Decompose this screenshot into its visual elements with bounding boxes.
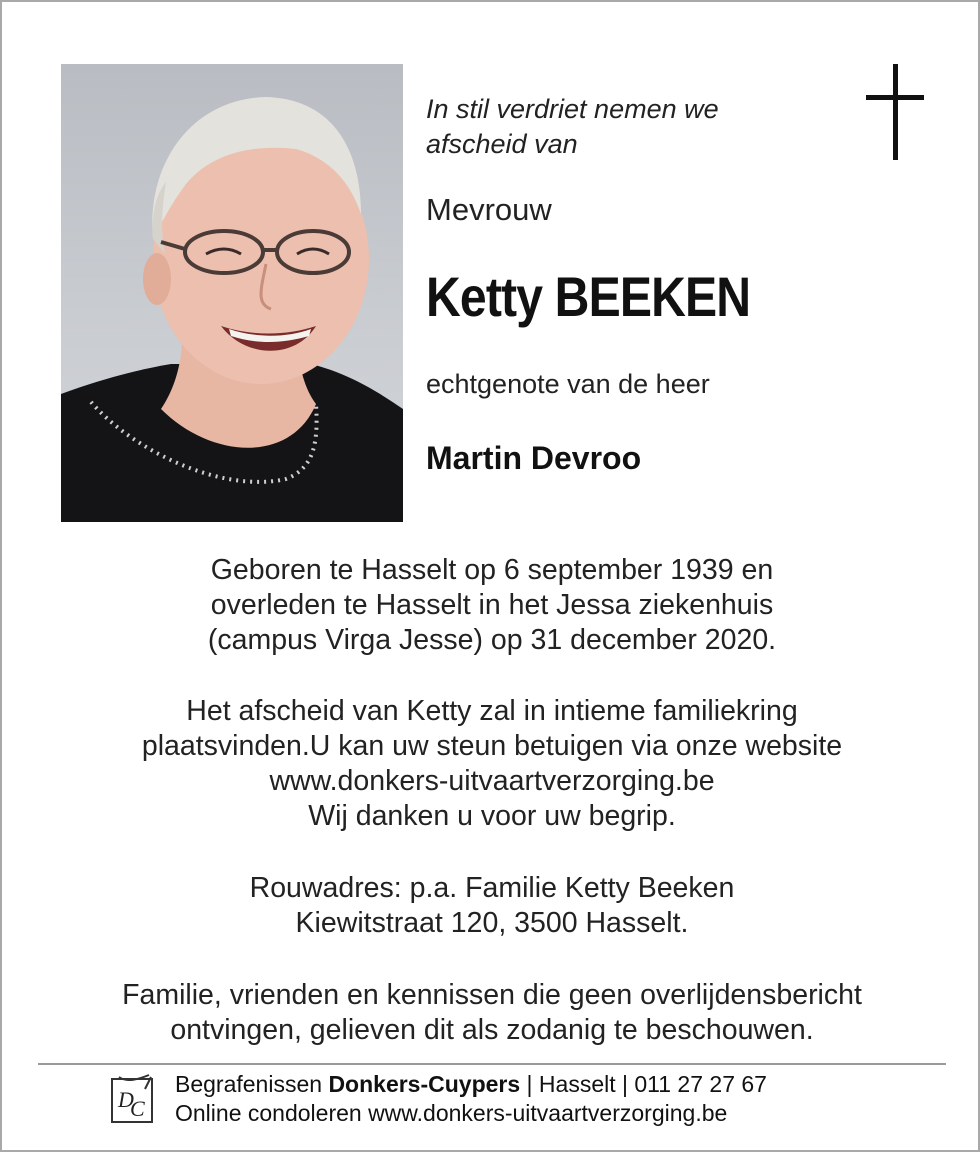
honorific: Mevrouw (426, 192, 552, 227)
website-text: www.donkers-uitvaartverzorging.be (269, 765, 715, 797)
footer-line-2: Online condoleren www.donkers-uitvaartverzorging.be (175, 1100, 728, 1126)
footer-contact: | Hasselt | 011 27 27 67 (520, 1071, 767, 1097)
text-line: Geboren te Hasselt op 6 september 1939 en (210, 554, 774, 586)
divider (38, 1063, 946, 1065)
text-line: plaatsvinden.U kan uw steun betuigen via onze website (141, 730, 843, 762)
svg-text:C: C (130, 1096, 145, 1121)
intro-text (426, 92, 719, 162)
footer-prefix: Begrafenissen (175, 1071, 329, 1097)
relation-text: echtgenote van de heer (426, 369, 710, 399)
text-line: Kiewitstraat 120, 3500 Hasselt. (295, 907, 689, 939)
intro-line-1: In stil verdriet nemen we (426, 94, 719, 124)
text-line: overleden te Hasselt in het Jessa ziekenhuis (210, 589, 774, 621)
cross-icon (866, 64, 926, 162)
text-line: Het afscheid van Ketty zal in intieme familiekring (186, 695, 798, 727)
address-paragraph (42, 871, 942, 941)
notice-paragraph (42, 978, 942, 1048)
text-line: Rouwadres: p.a. Familie Ketty Beeken (249, 872, 735, 904)
spouse-name: Martin Devroo (426, 440, 642, 476)
deceased-name: Ketty BEEKEN (426, 265, 751, 328)
intro-line-2: afscheid van (426, 129, 578, 159)
birth-death-paragraph (42, 553, 942, 658)
dc-logo-icon (109, 1073, 157, 1125)
text-line: Familie, vrienden en kennissen die geen overlijdensbericht (122, 979, 862, 1011)
text-line: Wij danken u voor uw begrip. (308, 800, 676, 832)
funeral-home-footer (175, 1070, 767, 1128)
text-line: ontvingen, gelieven dit als zodanig te beschouwen. (170, 1014, 814, 1046)
footer-line-1 (175, 1070, 767, 1099)
portrait-photo (61, 64, 403, 522)
text-line: (campus Virga Jesse) op 31 december 2020. (207, 624, 777, 656)
farewell-paragraph (42, 694, 942, 834)
company-name: Donkers-Cuypers (328, 1071, 521, 1097)
svg-text:D: D (118, 1087, 134, 1112)
